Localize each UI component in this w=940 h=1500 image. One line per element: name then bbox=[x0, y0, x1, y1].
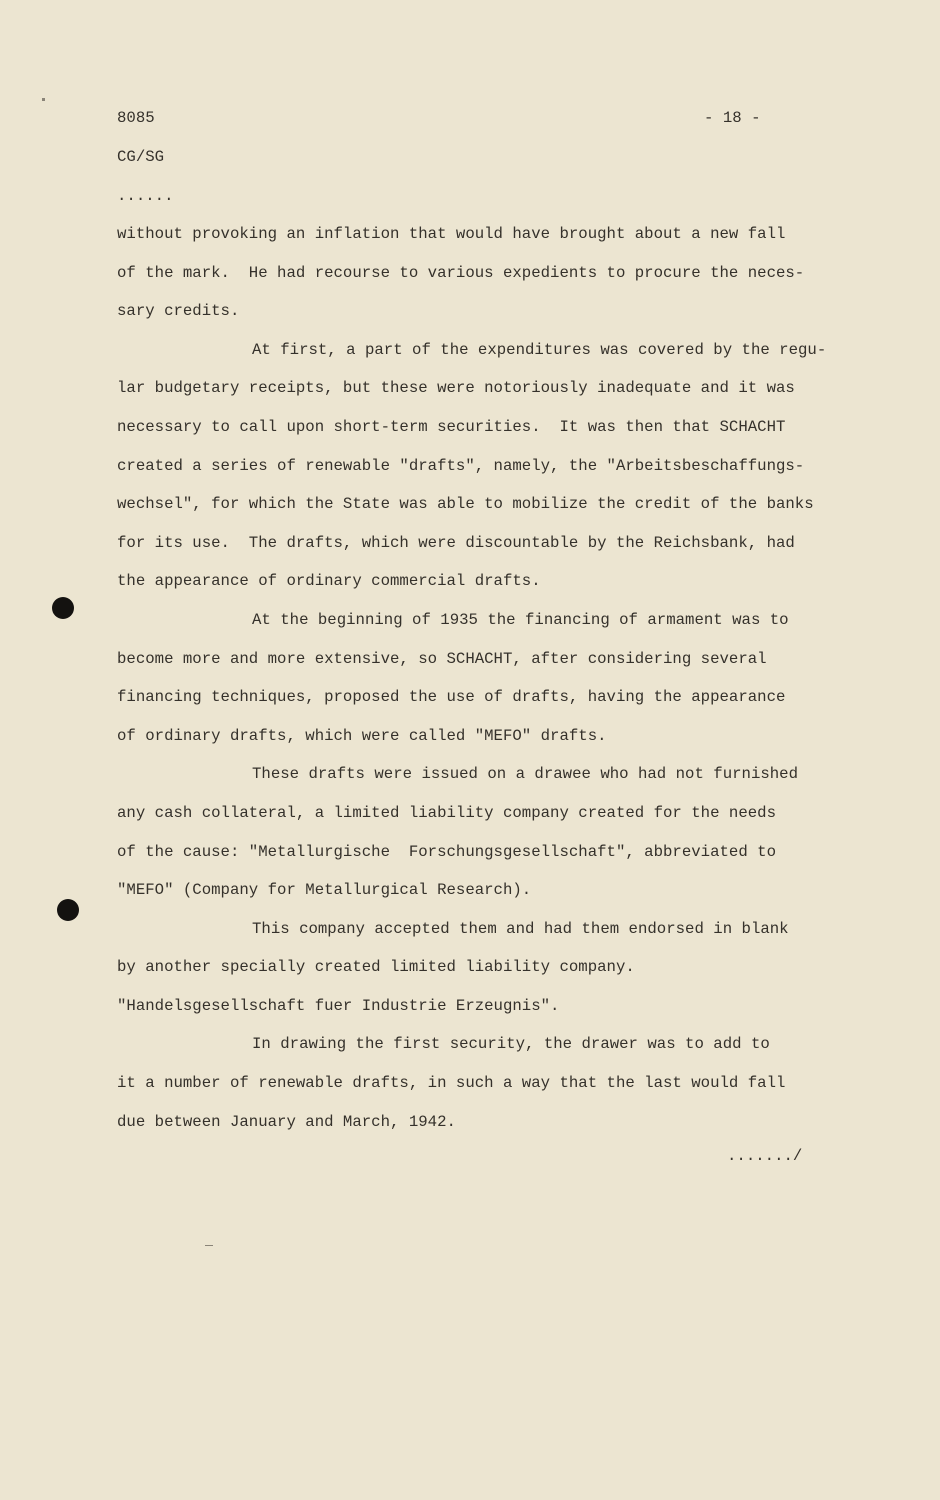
scan-speck bbox=[205, 1245, 213, 1246]
body-line: become more and more extensive, so SCHACHT, after considering several bbox=[117, 649, 767, 668]
page-number: - 18 - bbox=[704, 109, 761, 127]
body-line: by another specially created limited liability company. bbox=[117, 958, 635, 977]
typist-initials: CG/SG bbox=[117, 148, 165, 166]
body-line: it a number of renewable drafts, in such a way that the last would fall bbox=[117, 1074, 786, 1093]
body-line: "Handelsgesellschaft fuer Industrie Erzeugnis". bbox=[117, 996, 560, 1015]
body-line: These drafts were issued on a drawee who had not furnished bbox=[252, 765, 799, 784]
body-line: of the cause: "Metallurgische Forschungsgesellschaft", abbreviated to bbox=[117, 842, 776, 861]
body-line: At first, a part of the expenditures was covered by the regu- bbox=[252, 340, 827, 359]
document-number: 8085 bbox=[117, 109, 155, 127]
punch-hole bbox=[52, 597, 74, 619]
body-line: necessary to call upon short-term securities. It was then that SCHACHT bbox=[117, 417, 786, 436]
body-line: for its use. The drafts, which were discountable by the Reichsbank, had bbox=[117, 533, 795, 552]
body-line: lar budgetary receipts, but these were notoriously inadequate and it was bbox=[117, 379, 795, 398]
body-line: At the beginning of 1935 the financing of armament was to bbox=[252, 610, 789, 629]
body-line: any cash collateral, a limited liability company created for the needs bbox=[117, 803, 776, 822]
scan-speck bbox=[42, 98, 45, 101]
body-line: created a series of renewable "drafts", namely, the "Arbeitsbeschaffungs- bbox=[117, 456, 805, 475]
body-line: "MEFO" (Company for Metallurgical Research). bbox=[117, 881, 532, 900]
body-line: of the mark. He had recourse to various expedients to procure the neces- bbox=[117, 263, 805, 282]
body-line: In drawing the first security, the drawer was to add to bbox=[252, 1035, 770, 1054]
body-line: sary credits. bbox=[117, 302, 240, 321]
body-line: This company accepted them and had them endorsed in blank bbox=[252, 919, 789, 938]
body-line: due between January and March, 1942. bbox=[117, 1112, 456, 1131]
body-line: of ordinary drafts, which were called "MEFO" drafts. bbox=[117, 726, 607, 745]
body-line: without provoking an inflation that would have brought about a new fall bbox=[117, 225, 786, 243]
punch-hole bbox=[57, 899, 79, 921]
body-line: wechsel", for which the State was able to mobilize the credit of the banks bbox=[117, 495, 814, 514]
continuation-marker: ...... bbox=[117, 187, 174, 205]
body-line: the appearance of ordinary commercial drafts. bbox=[117, 572, 541, 591]
continued-marker: ......./ bbox=[727, 1147, 803, 1165]
document-body bbox=[117, 224, 877, 1150]
body-line: financing techniques, proposed the use of drafts, having the appearance bbox=[117, 688, 786, 707]
